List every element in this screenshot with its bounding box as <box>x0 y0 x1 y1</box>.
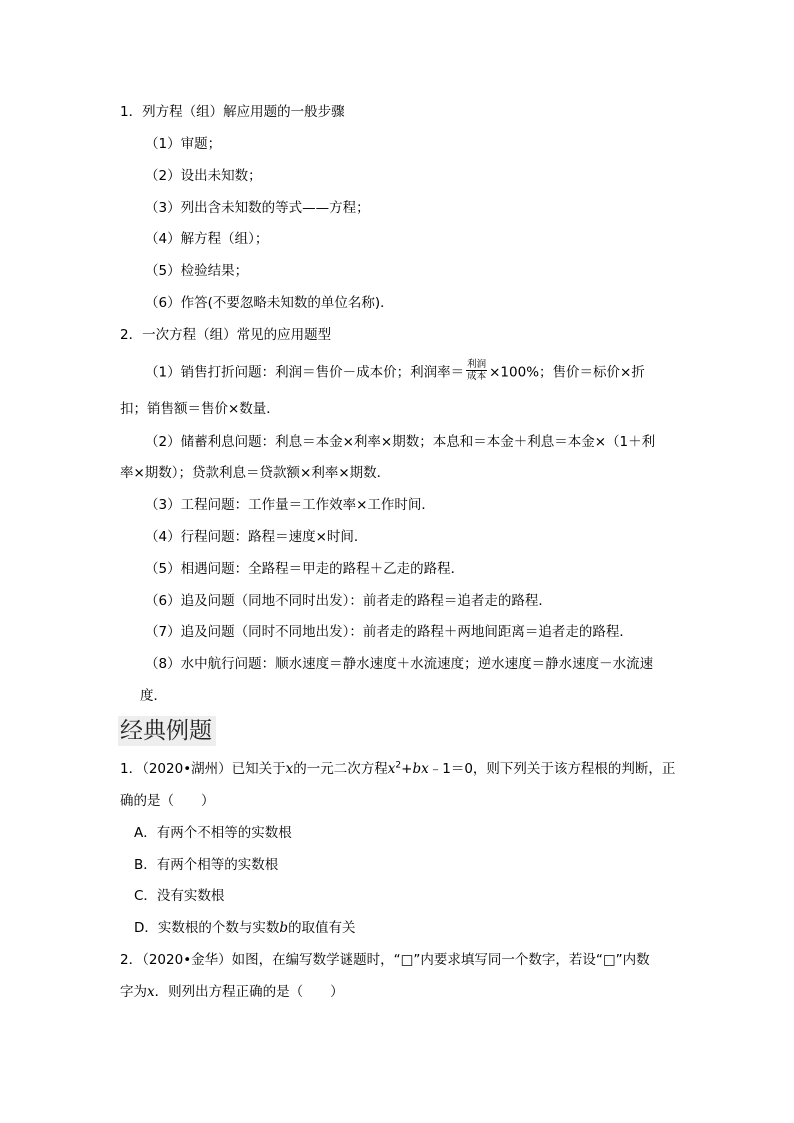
q1-option-d-var: b <box>279 920 289 936</box>
item2-line1: （2）储蓄利息问题：利息＝本金×利率×期数；本息和＝本金＋利息＝本金×（1＋利 <box>145 434 656 450</box>
profit-rate-fraction <box>466 359 487 382</box>
q1-eq-exponent: 2 <box>395 760 402 771</box>
q2-var-x: x <box>147 984 155 1000</box>
item3: （3）工程问题：工作量＝工作效率×工作时间． <box>145 497 435 513</box>
q1-eq-bx: bx <box>412 761 429 777</box>
fraction-denominator: 成本 <box>467 371 487 382</box>
q1-prefix: 1．（2020•湖州）已知关于 <box>120 761 286 777</box>
section-heading: 经典例题 <box>120 718 212 744</box>
step-1: （1）审题； <box>145 136 222 152</box>
item1-text-b: ×100%；售价＝标价×折 <box>489 364 645 381</box>
step-6: （6）作答(不要忽略未知数的单位名称)． <box>145 295 394 311</box>
step-2: （2）设出未知数； <box>145 168 262 184</box>
q1-eq-x: x <box>387 761 396 777</box>
q1-line2: 确的是（ ） <box>120 793 215 809</box>
q1-option-c: C．没有实数根 <box>134 888 225 904</box>
item1-text-a: （1）销售打折问题：利润＝售价－成本价；利润率＝ <box>145 364 465 381</box>
section1-title: 1．列方程（组）解应用题的一般步骤 <box>120 104 345 120</box>
section2-title: 2．一次方程（组）常见的应用题型 <box>120 327 332 343</box>
item1-line2: 扣；销售额＝售价×数量． <box>120 401 280 417</box>
q1-option-d-prefix: D．实数根的个数与实数 <box>134 920 280 936</box>
q1-var-x: x <box>285 761 294 777</box>
q2-line2-prefix: 字为 <box>120 984 147 1000</box>
step-5: （5）检验结果； <box>145 263 249 279</box>
item8-line1: （8）水中航行问题：顺水速度＝静水速度＋水流速度；逆水速度＝静水速度－水流速 <box>145 656 654 672</box>
q1-line1 <box>120 759 675 779</box>
item4: （4）行程问题：路程＝速度×时间． <box>145 529 368 545</box>
q2-line1: 2．（2020•金华）如图，在编写数学谜题时，“□”内要求填写同一个数字，若设“□”内数 <box>120 952 650 968</box>
fraction-numerator: 利润 <box>467 359 487 370</box>
item8-line2: 度． <box>140 688 167 704</box>
q1-eq-rest: ﹣1＝0，则下列关于该方程根的判断，正 <box>428 761 676 777</box>
item1-line1 <box>145 361 645 384</box>
q2-line2-suffix: ．则列出方程正确的是（ ） <box>154 984 344 1000</box>
step-3: （3）列出含未知数的等式——方程； <box>145 200 370 216</box>
item5: （5）相遇问题：全路程＝甲走的路程＋乙走的路程． <box>145 561 465 577</box>
q1-eq-plus: + <box>401 761 413 777</box>
item2-line2: 率×期数）；贷款利息＝贷款额×利率×期数． <box>120 465 391 481</box>
q1-option-d-suffix: 的取值有关 <box>288 920 356 936</box>
q2-line2 <box>120 982 344 1002</box>
item7: （7）追及问题（同时不同地出发）：前者走的路程＋两地间距离＝追者走的路程． <box>145 624 633 640</box>
q1-option-b: B．有两个相等的实数根 <box>134 857 279 873</box>
q1-mid: 的一元二次方程 <box>293 761 388 777</box>
item6: （6）追及问题（同地不同时出发）：前者走的路程＝追者走的路程． <box>145 593 552 609</box>
step-4: （4）解方程（组）； <box>145 231 269 247</box>
q1-option-a: A．有两个不相等的实数根 <box>134 825 292 841</box>
q1-option-d <box>134 918 356 938</box>
